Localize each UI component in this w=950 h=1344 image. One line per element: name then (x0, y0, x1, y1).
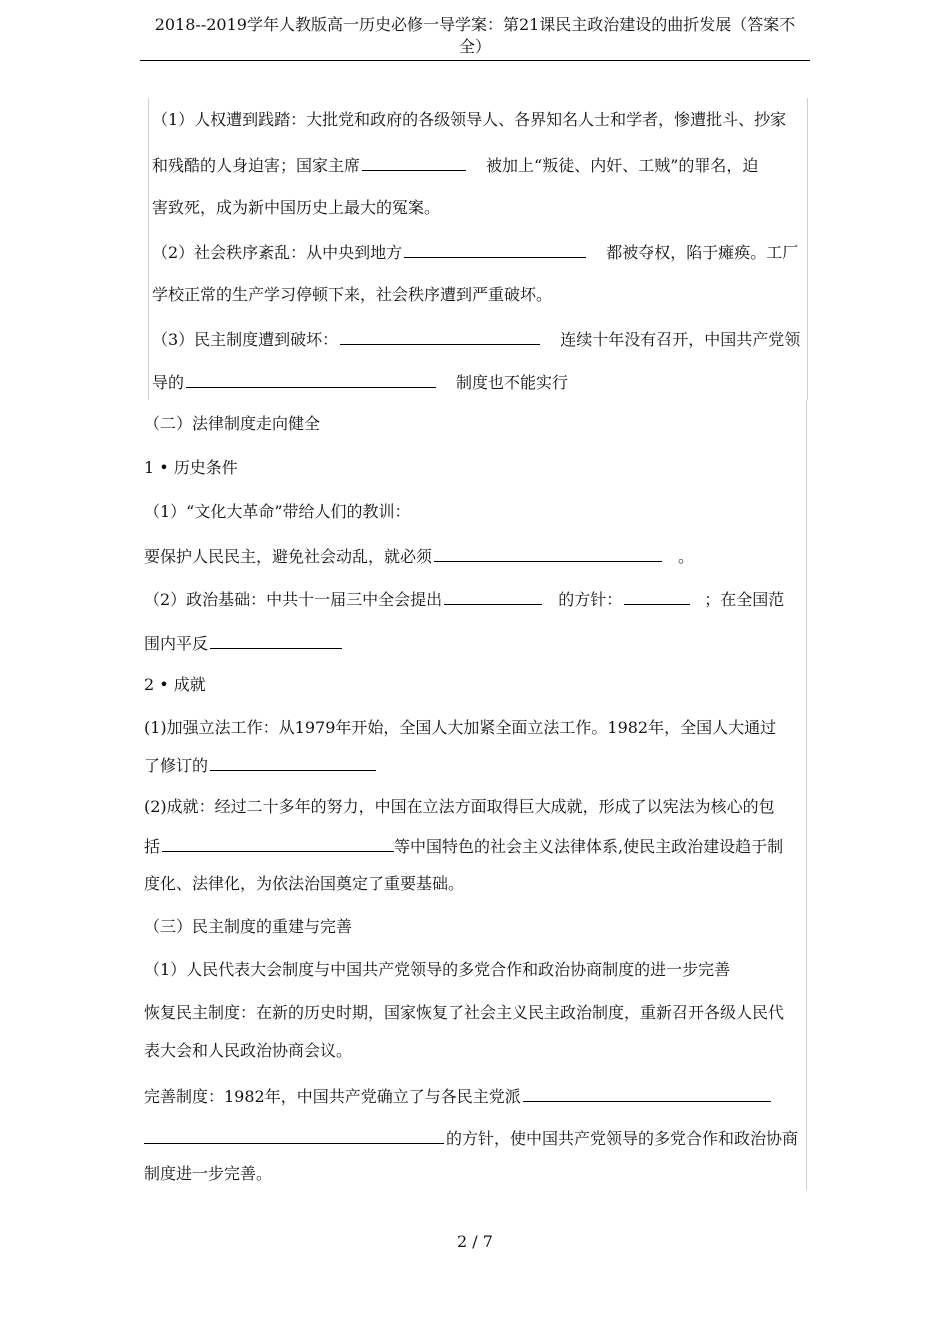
text-line: 导的 制度也不能实行 (152, 373, 569, 392)
fill-blank[interactable] (210, 754, 376, 771)
fill-blank[interactable] (340, 328, 540, 345)
text-line: 制度进一步完善。 (144, 1164, 273, 1183)
text-line: （2）政治基础：中共十一届三中全会提出 的方针： ；在全国范 (144, 590, 785, 609)
text-line: （1）“文化大革命”带给人们的教训： (144, 502, 411, 521)
text-line: 度化、法律化，为依法治国奠定了重要基础。 (144, 874, 465, 893)
text-line: 和残酷的人身迫害；国家主席 被加上“叛徒、内奸、工贼”的罪名，迫 (152, 156, 759, 175)
text-line: 完善制度：1982年，中国共产党确立了与各民主党派 (144, 1085, 771, 1107)
fill-blank[interactable] (523, 1085, 771, 1102)
fill-blank[interactable] (434, 545, 662, 562)
fill-blank[interactable] (404, 241, 586, 258)
section-heading: （三）民主制度的重建与完善 (144, 917, 353, 936)
fill-blank[interactable] (162, 835, 394, 852)
text-line: 害致死，成为新中国历史上最大的冤案。 (152, 198, 441, 217)
text-line: 围内平反 (144, 632, 342, 654)
text-line: （1）人民代表大会制度与中国共产党领导的多党合作和政治协商制度的进一步完善 (144, 960, 731, 979)
text-line: （2）社会秩序紊乱：从中央到地方 都被夺权，陷于瘫痪。工厂 (152, 243, 799, 262)
section-heading: （二）法律制度走向健全 (144, 414, 321, 433)
page-number: 2 / 7 (457, 1232, 493, 1251)
header-title-line2: 全） (458, 37, 491, 56)
fill-blank[interactable] (210, 632, 342, 649)
fill-blank[interactable] (444, 588, 542, 605)
fill-blank[interactable] (624, 588, 690, 605)
text-line: 表大会和人民政治协商会议。 (144, 1041, 353, 1060)
fill-blank[interactable] (186, 371, 436, 388)
text-line: （1）人权遭到践踏：大批党和政府的各级领导人、各界知名人士和学者，惨遭批斗、抄家 (152, 110, 787, 129)
text-line: 的方针，使中国共产党领导的多党合作和政治协商 (144, 1127, 798, 1149)
subsection-heading: 1 • 历史条件 (144, 458, 238, 477)
document-header (140, 14, 810, 58)
table-frame-right (806, 400, 807, 1190)
subsection-heading: 2 • 成就 (144, 675, 206, 694)
fill-blank[interactable] (362, 154, 466, 171)
text-line: 学校正常的生产学习停顿下来，社会秩序遭到严重破坏。 (152, 285, 553, 304)
text-line: 恢复民主制度：在新的历史时期，国家恢复了社会主义民主政治制度，重新召开各级人民代 (144, 1003, 785, 1022)
header-title-line1: 2018--2019学年人教版高一历史必修一导学案：第21课民主政治建设的曲折发展（答案不 (154, 15, 796, 34)
header-divider (140, 60, 810, 61)
text-line: 括 等中国特色的社会主义法律体系,使民主政治建设趋于制 (144, 837, 784, 856)
text-line: 了修订的 (144, 754, 376, 776)
text-line: （3）民主制度遭到破坏： 连续十年没有召开，中国共产党领 (152, 330, 801, 349)
fill-blank[interactable] (144, 1127, 444, 1144)
text-line: (1)加强立法工作：从1979年开始，全国人大加紧全面立法工作。1982年，全国人大通过 (144, 718, 777, 737)
text-line: 要保护人民民主，避免社会动乱，就必须 。 (144, 547, 695, 566)
text-line: (2)成就：经过二十多年的努力，中国在立法方面取得巨大成就，形成了以宪法为核心的包 (144, 797, 775, 816)
